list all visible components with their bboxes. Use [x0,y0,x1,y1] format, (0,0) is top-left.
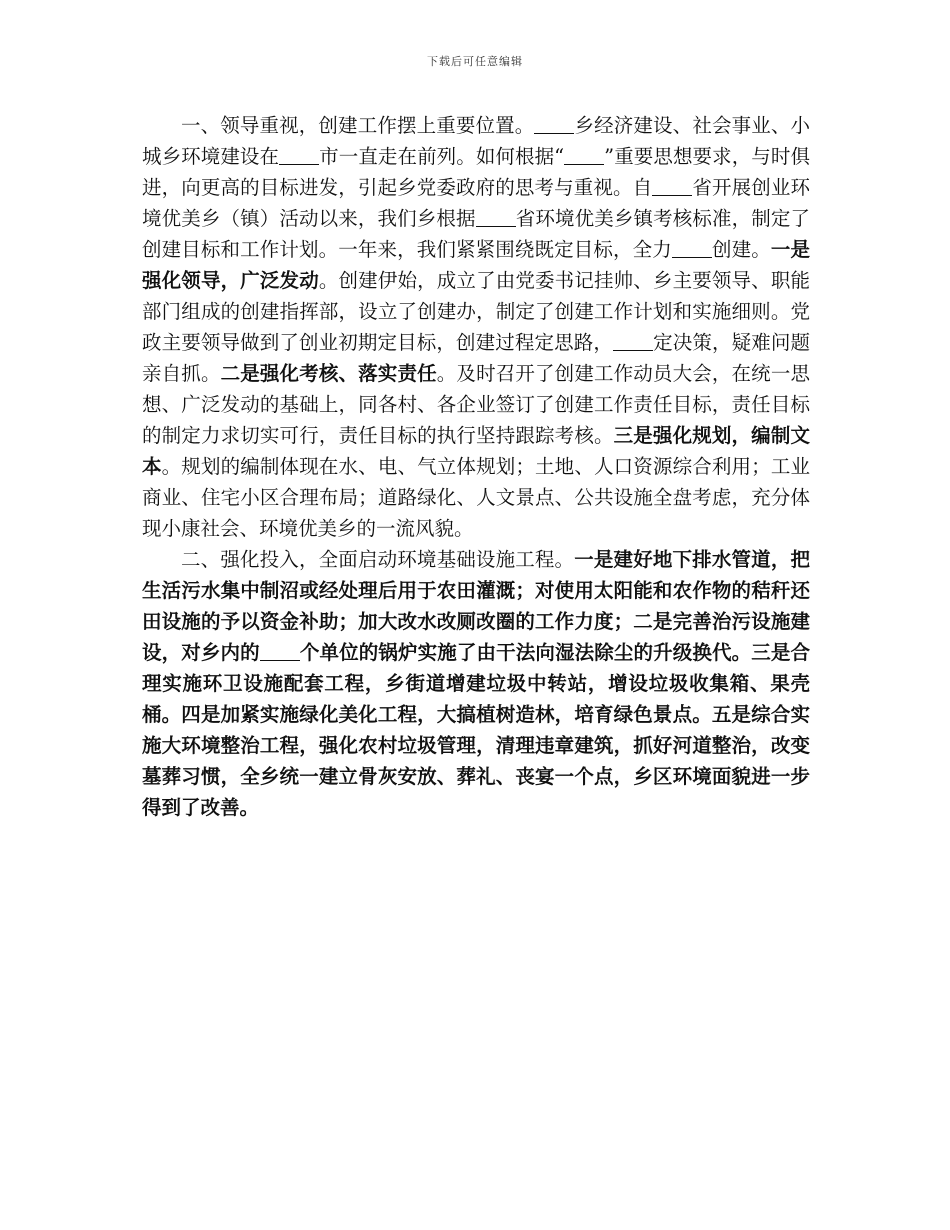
text-run: 创建。 [711,238,771,261]
text-run: 省环境优美乡镇考核标准，制定了创建目标和工作计划。一年来，我们紧紧围绕既定目标，全力 [142,207,810,261]
text-run: ”重要思想要求，与时俱进，向更高的目标进发，引起乡党委政府的思考与重视。自 [142,145,810,199]
bold-text: 一是建好地下排水管道，把生活污水集中制沼或经处理后用于农田灌溉；对使用太阳能和农作物的秸秆还田设施的予以资金补助；加大改水改厕改圈的工作力度；二是完善治污设施建设，对乡内的 [142,548,810,664]
text-run: 市一直走在前列。如何根据“ [319,145,565,168]
text-run: 二、强化投入，全面启动环境基础设施工程。 [181,548,575,571]
text-run: 一、领导重视，创建工作摆上重要位置。 [181,114,535,137]
text-run: 。及时召开了创建工作动员大会，在统一思想、广泛发动的基础上，同各村、各企业签订了创建工作责任目标，责任目标的制定力求切实可行，责任目标的执行坚持跟踪考核。 [142,362,810,447]
text-run: 。规划的编制体现在水、电、气立体规划；土地、人口资源综合利用；工业商业、住宅小区合理布局；道路绿化、人文景点、公共设施全盘考虑，充分体现小康社会、环境优美乡的一流风貌。 [142,455,810,540]
text-run: 定决策，疑难问题亲自抓。 [142,331,810,385]
bold-text: 个单位的锅炉实施了由干法向湿法除尘的升级换代。三是合理实施环卫设施配套工程，乡街道增建垃圾中转站，增设垃圾收集箱、果壳桶。四是加紧实施绿化美化工程，大搞植树造林，培育绿色景点。五是综合实施大环境整治工程，强化农村垃圾管理，清理违章建筑，抓好河道整治，改变墓葬习惯，全乡统一建立骨灰安放、葬礼、丧宴一个点，乡区环境面貌进一步得到了改善。 [142,641,810,819]
blank-underline [476,208,516,227]
bold-heading: 一是强化领导，广泛发动 [142,238,810,292]
blank-underline [279,146,319,165]
bold-heading: 三是强化规划，编制文本 [142,424,810,478]
text-run: 乡经济建设、社会事业、小城乡环境建设在 [142,114,810,168]
paragraph-1 [142,110,810,544]
blank-underline [652,177,692,196]
text-run: 。创建伊始，成立了由党委书记挂帅、乡主要领导、职能部门组成的创建指挥部，设立了创建办，制定了创建工作计划和实施细则。党政主要领导做到了创业初期定目标，创建过程定思路， [142,269,810,354]
blank-underline [564,146,604,165]
bold-heading: 二是强化考核、落实责任 [220,362,437,385]
document-body [142,110,810,823]
text-run: 省开展创业环境优美乡（镇）活动以来，我们乡根据 [142,176,810,230]
blank-underline [534,115,574,134]
blank-underline [672,239,712,258]
paragraph-2 [142,544,810,823]
blank-underline [260,642,300,661]
blank-underline [613,332,653,351]
page-header: 下载后可任意编辑 [427,55,523,68]
